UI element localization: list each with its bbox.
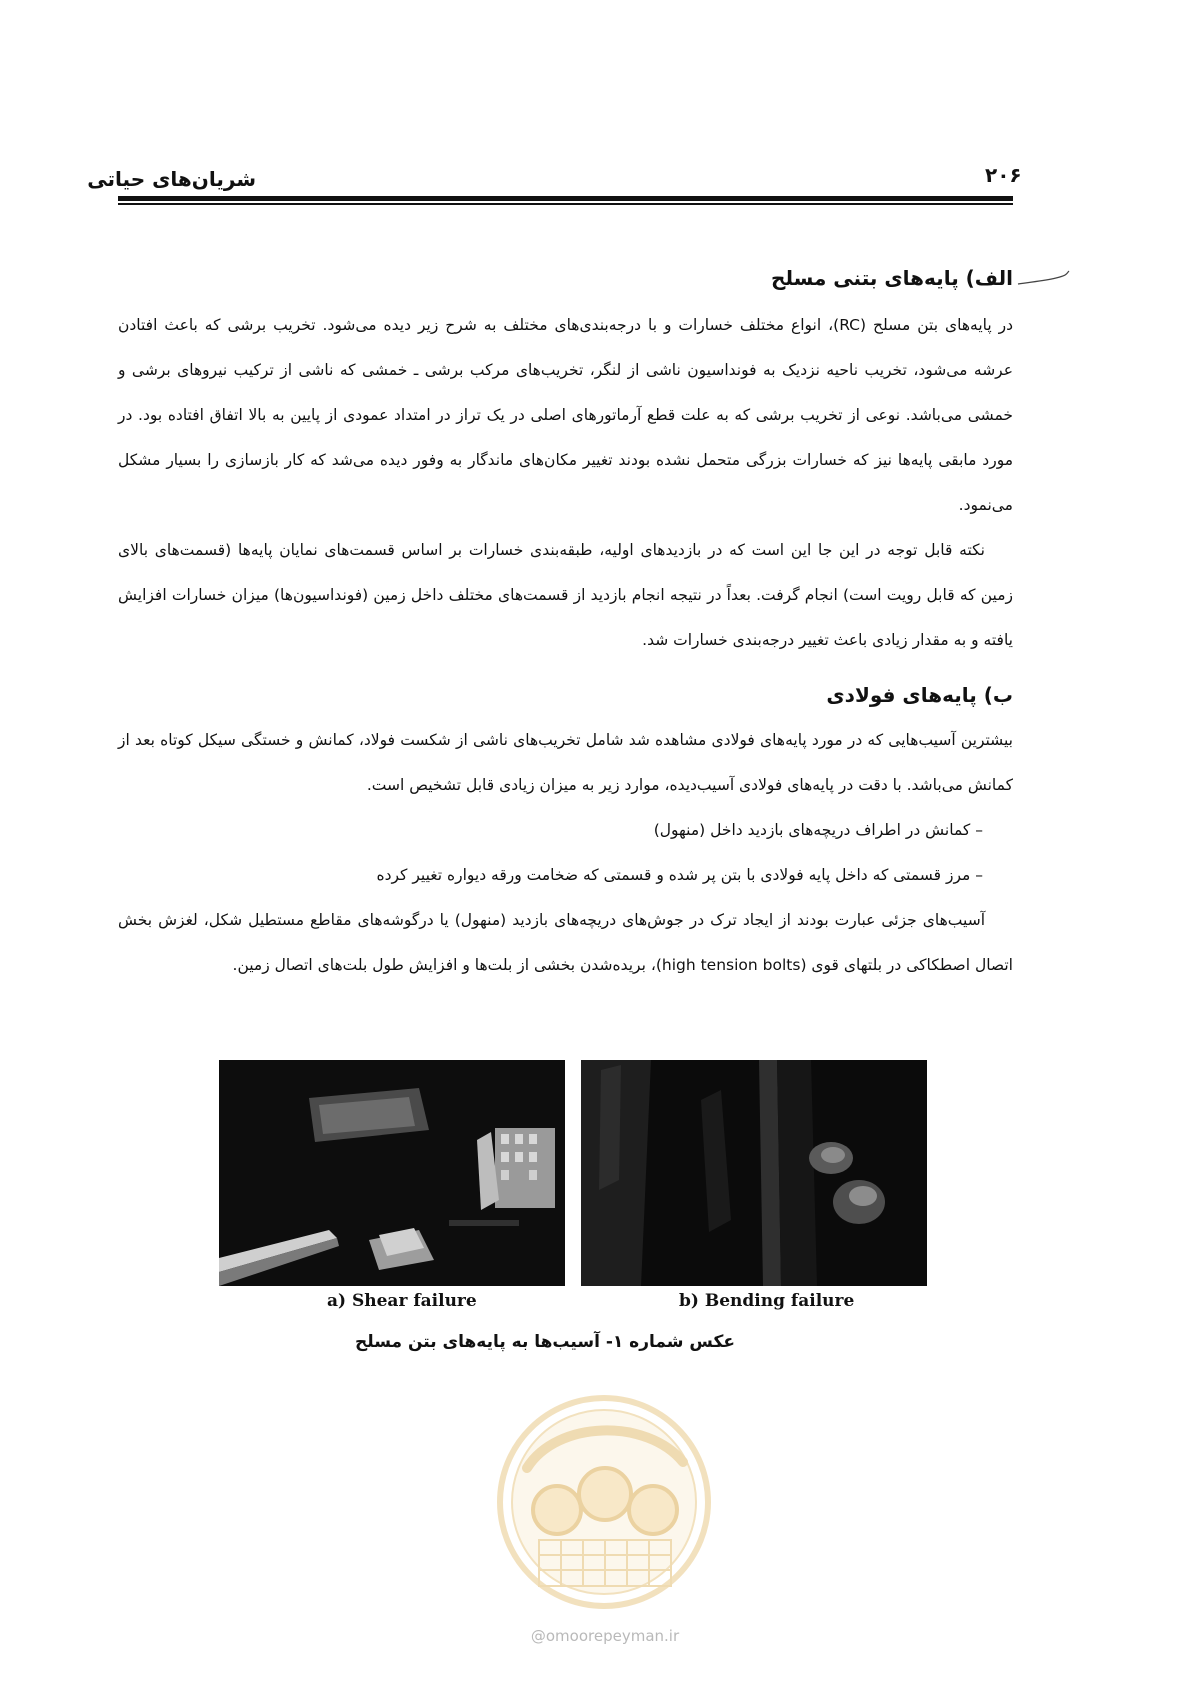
section-b-paragraph-1: بیشترین آسیب‌هایی که در مورد پایه‌های فولادی مشاهده شد شامل تخریب‌های ناشی از شکست فولاد، کمانش و خستگی سیکل کوتاه بعد از کمانش می‌باشد. با دقت در پایه‌های فولادی آسیب‌دیده، موارد زیر به میزان زیادی قابل تشخیص است.: [118, 731, 1013, 794]
photo-bending-failure-image: [581, 1060, 927, 1286]
photo-shear-failure: [219, 1060, 565, 1286]
bullet-item: – مرز قسمتی که داخل پایه فولادی با بتن پر شده و قسمتی که ضخامت ورقه دیواره تغییر کرده: [376, 866, 983, 884]
section-a: [118, 266, 1013, 290]
section-b-heading: ب) پایه‌های فولادی: [826, 683, 1013, 707]
section-b-paragraph-2: آسیب‌های جزئی عبارت بودند از ایجاد ترک در جوش‌های دریچه‌های بازدید (منهول) یا درگوشه‌های مقاطع مستطیل شکل، لغزش بخش اتصال اصطکاکی در بلتهای قوی (high tension bolts)، بریده‌شدن بخشی از بلت‌ها و افزایش طول بلت‌های اتصال زمین.: [118, 911, 1013, 974]
watermark-url: @omoorepeyman.ir: [530, 1627, 680, 1645]
running-header-title: شریان‌های حیاتی: [87, 167, 256, 191]
section-a-heading: الف) پایه‌های بتنی مسلح: [771, 266, 1013, 290]
watermark-logo: [487, 1390, 722, 1610]
header-rule-thick: [118, 196, 1013, 201]
section-b: [118, 683, 1013, 707]
section-a-body: [118, 303, 1013, 663]
photo-bending-failure: [581, 1060, 927, 1286]
header-rule-thin: [118, 203, 1013, 205]
section-a-paragraph-1: در پایه‌های بتن مسلح (RC)، انواع مختلف خسارات و با درجه‌بندی‌های مختلف به شرح زیر دیده می‌شود. تخریب برشی که باعث افتادن عرشه می‌شود، تخریب ناحیه نزدیک به فونداسیون ناشی از لنگر، تخریب‌های مرکب برشی ـ خمشی که ناشی از ترکیب نیروهای برشی و خمشی می‌باشد. نوعی از تخریب برشی که به علت قطع آرماتورهای اصلی در یک تراز در امتداد عمودی از پایین به بالا اتفاق افتاده بود. در مورد مابقی پایه‌ها نیز که خسارات بزرگی متحمل نشده بودند تغییر مکان‌های ماندگار به وفور دیده می‌شد که کار بازسازی را بسیار مشکل می‌نمود.: [118, 316, 1014, 514]
caption-b: b) Bending failure: [679, 1291, 855, 1311]
caption-a: a) Shear failure: [327, 1291, 477, 1311]
figure-title: عکس شماره ۱- آسیب‌ها به پایه‌های بتن مسلح: [355, 1332, 735, 1352]
page-number: ۲۰۶: [985, 163, 1022, 187]
pen-mark: [1016, 268, 1071, 288]
bullet-item: – کمانش در اطراف دریچه‌های بازدید داخل (منهول): [653, 821, 983, 839]
photo-shear-failure-image: [219, 1060, 565, 1286]
section-a-paragraph-2: نکته قابل توجه در این جا این است که در بازدیدهای اولیه، طبقه‌بندی خسارات بر اساس قسمت‌های نمایان پایه‌ها (قسمت‌های بالای زمین که قابل رویت است) انجام گرفت. بعداً در نتیجه انجام بازدید از قسمت‌های مختلف داخل زمین (فونداسیون‌ها) میزان خسارات افزایش یافته و به مقدار زیادی باعث تغییر درجه‌بندی خسارات شد.: [118, 541, 1013, 649]
section-b-body: [118, 718, 1013, 988]
